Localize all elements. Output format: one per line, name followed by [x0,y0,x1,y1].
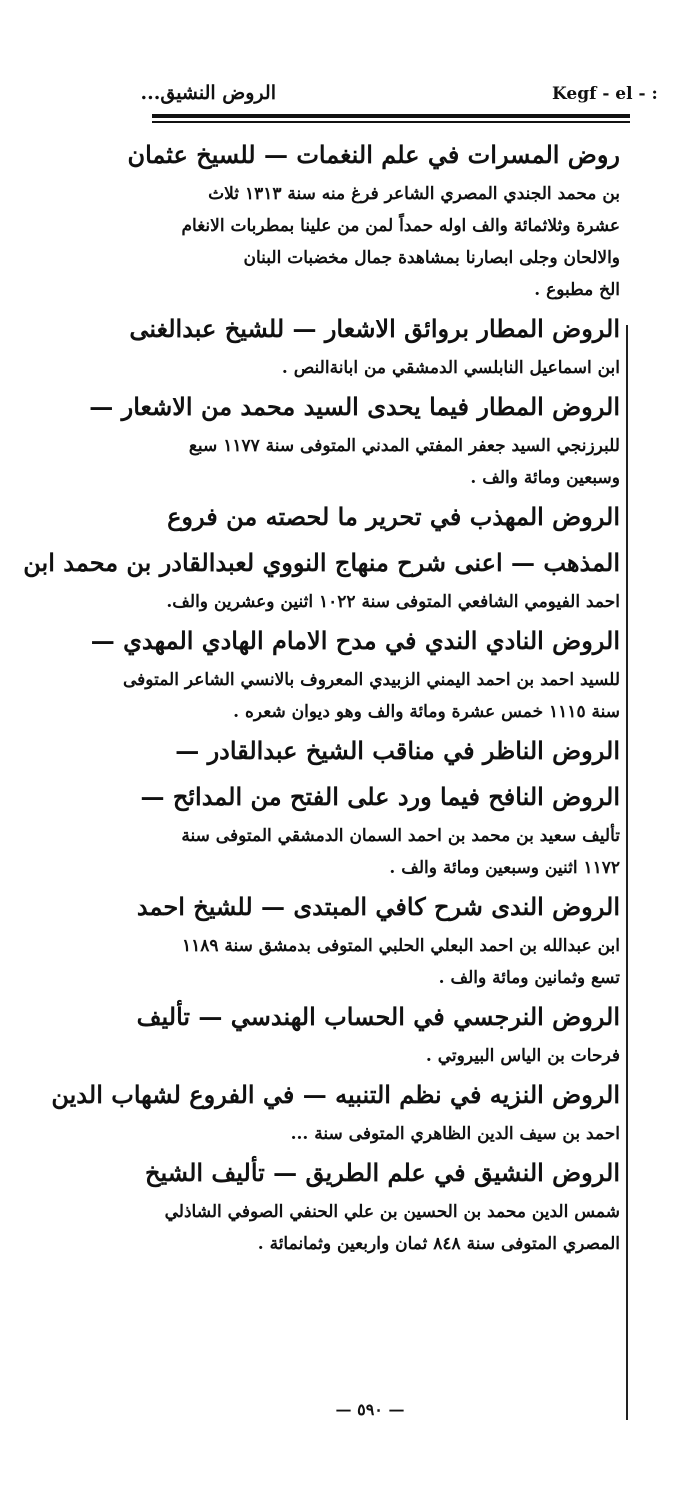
entry-description-line: تأليف سعيد بن محمد بن احمد السمان الدمشقي المتوفى سنة [181,826,620,846]
list-item [136,884,620,994]
header-rule-thin [152,121,630,123]
entry-description-line: والالحان وجلى ابصارنا بمشاهدة جمال مخضبات البنان [243,248,620,268]
entry-description-line: للبرزنجي السيد جعفر المفتي المدني المتوفى سنة ١١٧٧ سبع [188,436,620,456]
entry-description-line: احمد بن سيف الدين الظاهري المتوفى سنة ... [290,1124,620,1144]
entry-description-line: ١١٧٢ اثنين وسبعين ومائة والف . [389,858,620,878]
entry-title-line: المذهب — اعنى شرح منهاج النووي لعبدالقادر بن محمد ابن [23,548,620,577]
entry-title-line: الروض النشيق في علم الطريق — تأليف الشيخ [144,1158,620,1187]
entry-description-line: ابن اسماعيل النابلسي الدمشقي من ابانةالنص . [281,358,620,378]
list-item [129,306,620,384]
entry-description-line: المصري المتوفى سنة ٨٤٨ ثمان واربعين وثمانمائة . [257,1234,620,1254]
entry-description-line: الخ مطبوع . [534,280,620,300]
entry-description-line: عشرة وثلاثمائة والف اوله حمداً لمن من علينا بمطربات الانغام [181,216,620,236]
entry-description-line: فرحات بن الياس البيروتي . [425,1046,620,1066]
entry-title-line: الروض النزيه في نظم التنبيه — في الفروع لشهاب الدين [51,1080,620,1109]
entries-list [23,132,620,1260]
entry-description-line: شمس الدين محمد بن الحسين بن علي الحنفي الصوفي الشاذلي [164,1202,620,1222]
entry-title-line: الروض النرجسي في الحساب الهندسي — تأليف [136,1002,620,1031]
entry-title-line: الروض الندى شرح كافي المبتدى — للشيخ احمد [136,892,620,921]
page-number: — ٥٩٠ — [335,1400,405,1419]
running-header-arabic: الروض النشيق... [140,82,276,104]
entry-title-line: الروض المطار فيما يحدى السيد محمد من الاشعار — [89,392,620,421]
entry-description-line: للسيد احمد بن احمد اليمني الزبيدي المعروف بالانسي الشاعر المتوفى [123,670,620,690]
entry-title-line: الروض الناظر في مناقب الشيخ عبدالقادر — [175,736,620,765]
list-item [127,132,620,306]
list-item [144,1150,620,1260]
entry-description-line: وسبعين ومائة والف . [470,468,620,488]
header-rule-thick [152,114,630,118]
list-item [136,994,620,1072]
entry-description-line: بن محمد الجندي المصري الشاعر فرغ منه سنة ١٣١٣ ثلاث [208,184,620,204]
list-item [89,384,620,494]
list-item [23,494,620,618]
list-item [140,774,620,884]
entry-title-line: الروض المطار بروائق الاشعار — للشيخ عبدالغنى [129,314,620,343]
entry-title-line: الروض النادي الندي في مدح الامام الهادي المهدي — [90,626,620,655]
running-header-latin: Kegf - el - : [552,84,658,104]
margin-line [626,325,628,1420]
entry-title-line: روض المسرات في علم النغمات — للسيخ عثمان [127,140,620,169]
list-item [158,728,620,774]
entry-title-line: الروض النافح فيما ورد على الفتح من المدائح — [140,782,620,811]
entry-description-line: تسع وثمانين ومائة والف . [438,968,620,988]
entry-description-line: سنة ١١١٥ خمس عشرة ومائة والف وهو ديوان شعره . [233,702,620,722]
list-item [51,1072,620,1150]
entry-title-line: الروض المهذب في تحرير ما لحصته من فروع [167,502,620,531]
list-item [90,618,620,728]
entry-description-line: ابن عبدالله بن احمد البعلي الحلبي المتوفى بدمشق سنة ١١٨٩ [181,936,620,956]
entry-description-line: احمد الفيومي الشافعي المتوفى سنة ١٠٢٢ اثنين وعشرين والف. [166,592,620,612]
